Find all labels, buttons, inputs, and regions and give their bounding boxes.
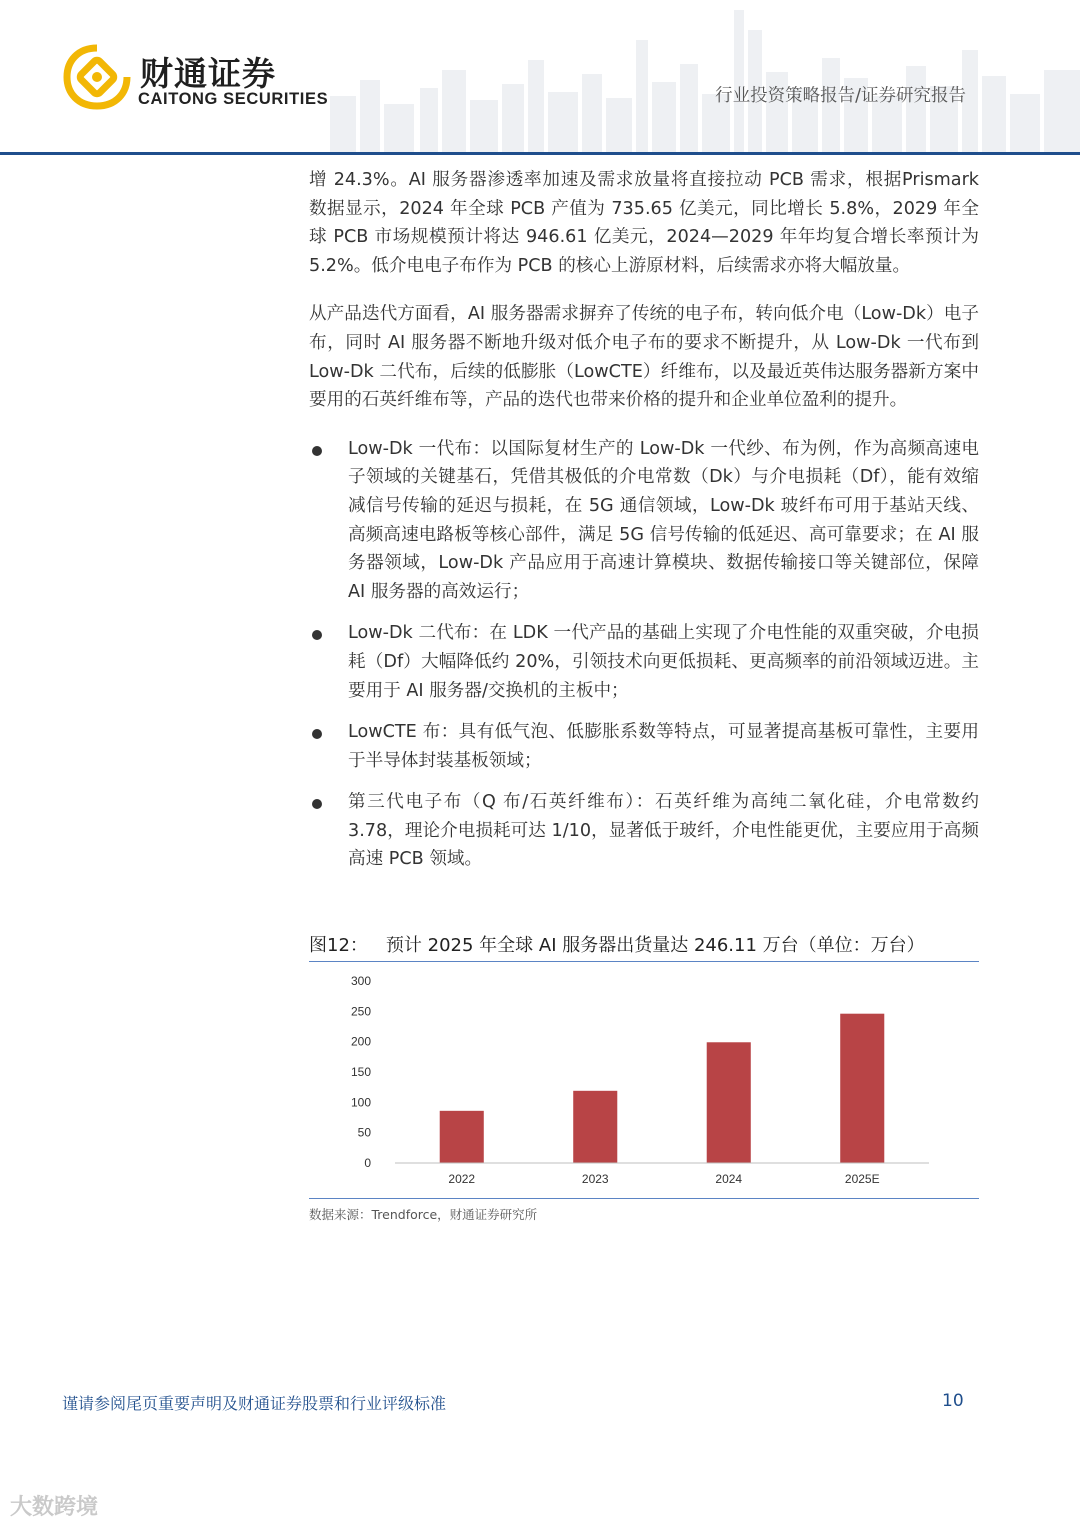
bullet-dot-icon	[312, 729, 322, 739]
figure-title: 预计 2025 年全球 AI 服务器出货量达 246.11 万台（单位：万台）	[385, 935, 925, 956]
caitong-logo	[62, 44, 132, 110]
bullet-title: LowCTE 布：	[348, 722, 459, 743]
y-tick-label: 100	[350, 1095, 371, 1110]
bar-2023	[573, 1091, 617, 1163]
bar-2024	[707, 1042, 751, 1163]
figure-caption	[309, 932, 979, 962]
bar-chart	[309, 962, 979, 1198]
x-tick-label: 2023	[581, 1172, 609, 1186]
y-tick-label: 250	[350, 1004, 371, 1019]
bullet-text: 在 LDK 一代产品的基础上实现了介电性能的双重突破，介电损耗（Df）大幅降低约 20%，引领技术向更低损耗、更高频率的前沿领域迈进。主要用于 AI 服务器/交换机的主板中；	[348, 623, 979, 701]
bullet-item	[309, 435, 979, 607]
bullet-title: Low-Dk 二代布：	[348, 623, 490, 644]
x-axis-labels	[448, 1172, 879, 1186]
paragraph-product-iteration: 从产品迭代方面看，AI 服务器需求摒弃了传统的电子布，转向低介电（Low-Dk）电子布，同时 AI 服务器不断地升级对低介电子布的要求不断提升，从 Low-Dk 一代布到 Low-Dk 二代布，后续的低膨胀（LowCTE）纤维布，以及最近英伟达服务器新方案中要用的石英纤维布等，产品的迭代也带来价格的提升和企业单位盈利的提升。	[309, 304, 979, 411]
y-tick-label: 300	[350, 974, 371, 988]
brand-name-cn: 财通证券	[140, 54, 276, 93]
page-header	[0, 0, 1080, 158]
bars-group	[440, 1014, 885, 1163]
figure-bottom-rule	[309, 1198, 979, 1199]
bullet-text: 具有低气泡、低膨胀系数等特点，可显著提高基板可靠性，主要用于半导体封装基板领域；	[348, 722, 979, 771]
disclaimer-note[interactable]: 谨请参阅尾页重要声明及财通证券股票和行业评级标准	[62, 1394, 447, 1413]
bullet-title: 第三代电子布（Q 布/石英纤维布）：	[348, 792, 655, 813]
x-tick-label: 2022	[448, 1172, 476, 1186]
y-axis	[351, 974, 371, 1170]
figure-number: 图12：	[309, 935, 368, 956]
x-tick-label: 2024	[715, 1172, 743, 1186]
watermark-text: 大数跨境	[10, 1495, 99, 1520]
bullet-dot-icon	[312, 799, 322, 809]
y-tick-label: 150	[350, 1065, 371, 1079]
bar-2022	[440, 1111, 484, 1163]
report-body	[309, 166, 979, 887]
y-tick-label: 50	[357, 1125, 371, 1140]
bullet-item	[309, 788, 979, 874]
y-tick-label: 200	[350, 1034, 371, 1049]
bar-2025e	[840, 1014, 884, 1163]
bullet-dot-icon	[312, 446, 322, 456]
bullet-item	[309, 718, 979, 775]
bullet-text: 石英纤维为高纯二氧化硅，介电常数约 3.78，理论介电损耗可达 1/10，显著低于玻纤，介电性能更优，主要应用于高频高速 PCB 领域。	[348, 792, 979, 870]
bullet-item	[309, 619, 979, 705]
paragraph-pcb-demand: 增 24.3%。AI 服务器渗透率加速及需求放量将直接拉动 PCB 需求，根据Prismark 数据显示，2024 年全球 PCB 产值为 735.65 亿美元，同比增长 5.8%，2029 年全球 PCB 市场规模预计将达 946.61 亿美元，2024—2029 年年均复合增长率预计为 5.2%。低介电电子布作为 PCB 的核心上游原材料，后续需求亦将大幅放量。	[309, 170, 979, 276]
bullet-title: Low-Dk 一代布：	[348, 438, 491, 459]
figure-source: 数据来源：Trendforce，财通证券研究所	[309, 1207, 538, 1222]
bullet-dot-icon	[312, 630, 322, 640]
y-tick-label: 0	[364, 1156, 371, 1170]
page-number: 10	[942, 1391, 964, 1411]
x-tick-label: 2025E	[844, 1172, 880, 1186]
bullet-text: 以国际复材生产的 Low-Dk 一代纱、布为例，作为高频高速电子领域的关键基石，凭借其极低的介电常数（Dk）与介电损耗（Df），能有效缩减信号传输的延迟与损耗，在 5G 通信领域，Low-Dk 玻纤布可用于基站天线、高频高速电路板等核心部件，满足 5G 信号传输的低延迟、高可靠要求；在 AI 服务器领域，Low-Dk 产品应用于高速计算模块、数据传输接口等关键部位，保障 AI 服务器的高效运行；	[348, 438, 979, 602]
header-divider	[0, 152, 1080, 155]
brand-name-en: CAITONG SECURITIES	[138, 90, 329, 108]
report-type: 行业投资策略报告/证券研究报告	[715, 86, 966, 106]
